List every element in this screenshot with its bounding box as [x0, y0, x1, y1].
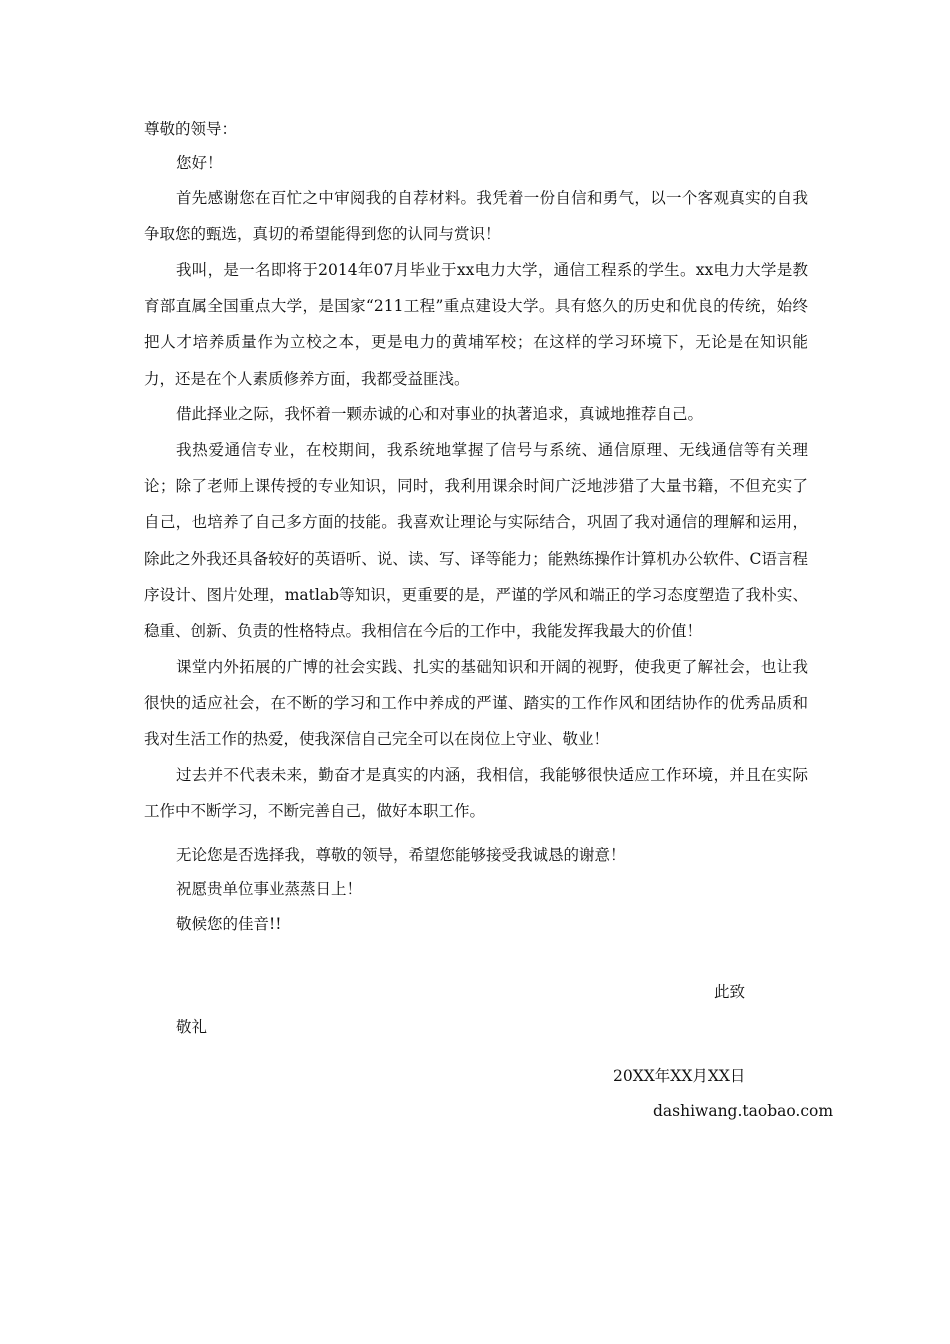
sign-off-cizhi: 此致	[714, 983, 746, 1001]
sign-off-jingli: 敬礼	[176, 1018, 208, 1036]
closing-thanks: 无论您是否选择我，尊敬的领导，希望您能够接受我诚恳的谢意！	[176, 846, 626, 864]
letter-date: 20XX年XX月XX日	[613, 1067, 746, 1085]
closing-await: 敬候您的佳音!!	[176, 915, 282, 933]
paragraph-future: 过去并不代表未来，勤奋才是真实的内涵，我相信，我能够很快适应工作环境，并且在实际工作中不断学习，不断完善自己，做好本职工作。	[144, 766, 808, 821]
paragraph-background: 我叫，是一名即将于2014年07月毕业于xx电力大学，通信工程系的学生。xx电力大学是教育部直属全国重点大学，是国家“211工程”重点建设大学。具有悠久的历史和优良的传统，始终把人才培养质量作为立校之本，更是电力的黄埔军校；在这样的学习环境下，无论是在知识能力，还是在个人素质修养方面，我都受益匪浅。	[144, 261, 808, 388]
paragraph-skills: 我热爱通信专业，在校期间，我系统地掌握了信号与系统、通信原理、无线通信等有关理论；除了老师上课传授的专业知识，同时，我利用课余时间广泛地涉猎了大量书籍，不但充实了自己，也培养了自己多方面的技能。我喜欢让理论与实际结合，巩固了我对通信的理解和运用，除此之外我还具备较好的英语听、说、读、写、译等能力；能熟练操作计算机办公软件、C语言程序设计、图片处理，matlab等知识，更重要的是，严谨的学风和端正的学习态度塑造了我朴实、稳重、创新、负责的性格特点。我相信在今后的工作中，我能发挥我最大的价值！	[144, 441, 808, 641]
closing-wishes: 祝愿贵单位事业蒸蒸日上！	[176, 880, 363, 898]
paragraph-intro: 首先感谢您在百忙之中审阅我的自荐材料。我凭着一份自信和勇气，以一个客观真实的自我争取您的甄选，真切的希望能得到您的认同与赏识！	[144, 189, 808, 244]
salutation: 尊敬的领导：	[144, 120, 238, 138]
paragraph-recommendation: 借此择业之际，我怀着一颗赤诚的心和对事业的执著追求，真诚地推荐自己。	[176, 405, 704, 423]
watermark-text: dashiwang.taobao.com	[653, 1102, 834, 1120]
greeting: 您好！	[176, 154, 223, 172]
paragraph-practice: 课堂内外拓展的广博的社会实践、扎实的基础知识和开阔的视野，使我更了解社会，也让我很快的适应社会，在不断的学习和工作中养成的严谨、踏实的工作作风和团结协作的优秀品质和我对生活工作的热爱，使我深信自己完全可以在岗位上守业、敬业！	[144, 658, 808, 749]
